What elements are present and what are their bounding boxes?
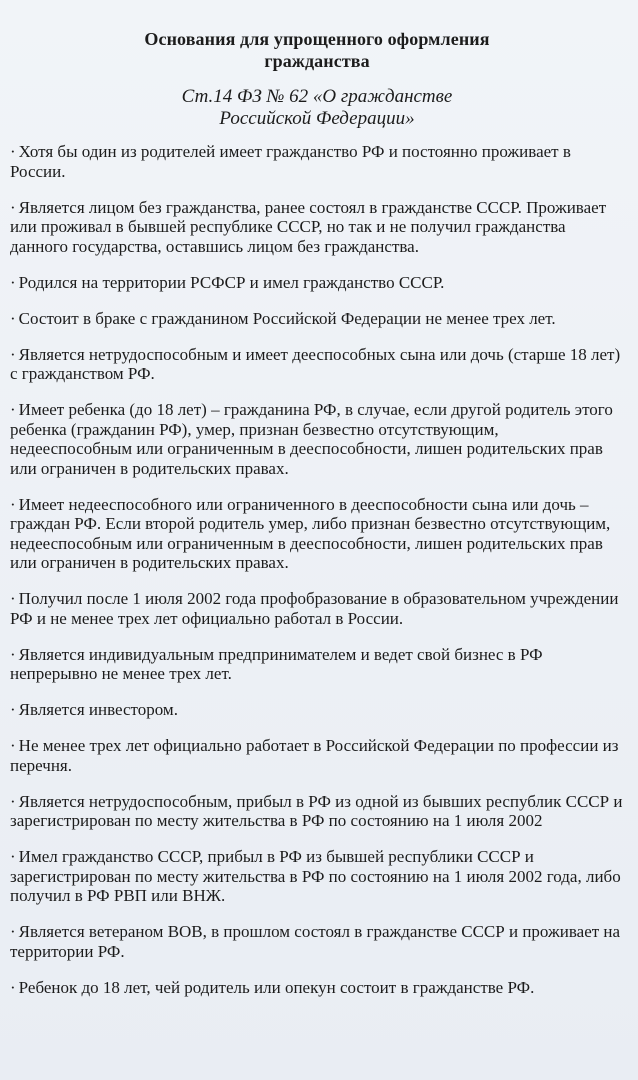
- list-item: [10, 978, 624, 998]
- list-item: [10, 400, 624, 478]
- list-item: [10, 922, 624, 961]
- title-line-1: Основания для упрощенного оформления: [144, 29, 490, 49]
- list-item-text: Ребенок до 18 лет, чей родитель или опекун состоит в гражданстве РФ.: [18, 977, 535, 997]
- list-item-text: Родился на территории РСФСР и имел гражданство СССР.: [18, 272, 445, 292]
- list-item-text: Является индивидуальным предпринимателем и ведет свой бизнес в РФ непрерывно не менее трех лет.: [10, 644, 543, 683]
- bullet: ·: [10, 344, 16, 364]
- title-line-2: гражданства: [264, 51, 370, 71]
- law-reference: [10, 86, 624, 130]
- grounds-list: [10, 142, 624, 997]
- list-item-text: Хотя бы один из родителей имеет гражданство РФ и постоянно проживает в России.: [10, 142, 571, 181]
- list-item-text: Получил после 1 июля 2002 года профобразование в образовательном учреждении РФ и не менее трех лет официально работал в России.: [10, 589, 619, 628]
- list-item-text: Состоит в браке с гражданином Российской Федерации не менее трех лет.: [18, 308, 556, 328]
- list-item: [10, 792, 624, 831]
- list-item: [10, 345, 624, 384]
- law-reference-line-2: Российской Федерации»: [219, 108, 415, 129]
- list-item: [10, 645, 624, 684]
- bullet: ·: [10, 272, 16, 292]
- list-item: [10, 198, 624, 257]
- bullet: ·: [10, 700, 16, 719]
- list-item-text: Является нетрудоспособным и имеет дееспособных сына или дочь (старше 18 лет) с гражданством РФ.: [10, 344, 621, 383]
- list-item: [10, 495, 624, 573]
- law-reference-line-1: Ст.14 ФЗ № 62 «О гражданстве: [181, 86, 453, 107]
- list-item: [10, 309, 624, 329]
- bullet: ·: [10, 308, 16, 328]
- list-item-text: Имел гражданство СССР, прибыл в РФ из бывшей республики СССР и зарегистрирован по месту жительства в РФ по состоянию на 1 июля 2002 года, либо получил в РФ РВП или ВНЖ.: [10, 847, 621, 905]
- list-item-text: Является ветераном ВОВ, в прошлом состоял в гражданстве СССР и проживает на территории РФ.: [10, 922, 621, 961]
- list-item-text: Является инвестором.: [18, 700, 178, 719]
- bullet: ·: [10, 197, 16, 217]
- list-item: [10, 736, 624, 775]
- list-item-text: Имеет недееспособного или ограниченного в дееспособности сына или дочь – граждан РФ. Если второй родитель умер, либо признан безвестно отсутствующим, недееспособным или ограниченным в дееспособности, лишен родительских прав или ограничен в родительских правах.: [10, 494, 611, 572]
- bullet: ·: [10, 644, 16, 664]
- bullet: ·: [10, 736, 16, 755]
- list-item: [10, 142, 624, 181]
- bullet: ·: [10, 977, 16, 997]
- bullet: ·: [10, 494, 16, 514]
- bullet: ·: [10, 922, 16, 941]
- list-item: [10, 847, 624, 906]
- list-item-text: Является нетрудоспособным, прибыл в РФ из одной из бывших республик СССР и зарегистрирован по месту жительства в РФ по состоянию на 1 июля 2002: [10, 791, 623, 830]
- bullet: ·: [10, 400, 16, 419]
- list-item-text: Является лицом без гражданства, ранее состоял в гражданстве СССР. Проживает или проживал в бывшей республике СССР, но так и не получил гражданства данного государства, оставшись лицом без гражданства.: [10, 197, 607, 256]
- bullet: ·: [10, 142, 16, 161]
- bullet: ·: [10, 791, 16, 811]
- list-item: [10, 700, 624, 720]
- list-item: [10, 273, 624, 293]
- document-title: [10, 28, 624, 72]
- list-item-text: Не менее трех лет официально работает в Российской Федерации по профессии из перечня.: [10, 736, 619, 775]
- bullet: ·: [10, 589, 16, 608]
- list-item-text: Имеет ребенка (до 18 лет) – гражданина РФ, в случае, если другой родитель этого ребенка (гражданин РФ), умер, признан безвестно отсутствующим, недееспособным или ограниченным в дееспособности, лишен родительских прав или ограничен в родительских правах.: [10, 400, 613, 478]
- bullet: ·: [10, 847, 16, 866]
- list-item: [10, 589, 624, 628]
